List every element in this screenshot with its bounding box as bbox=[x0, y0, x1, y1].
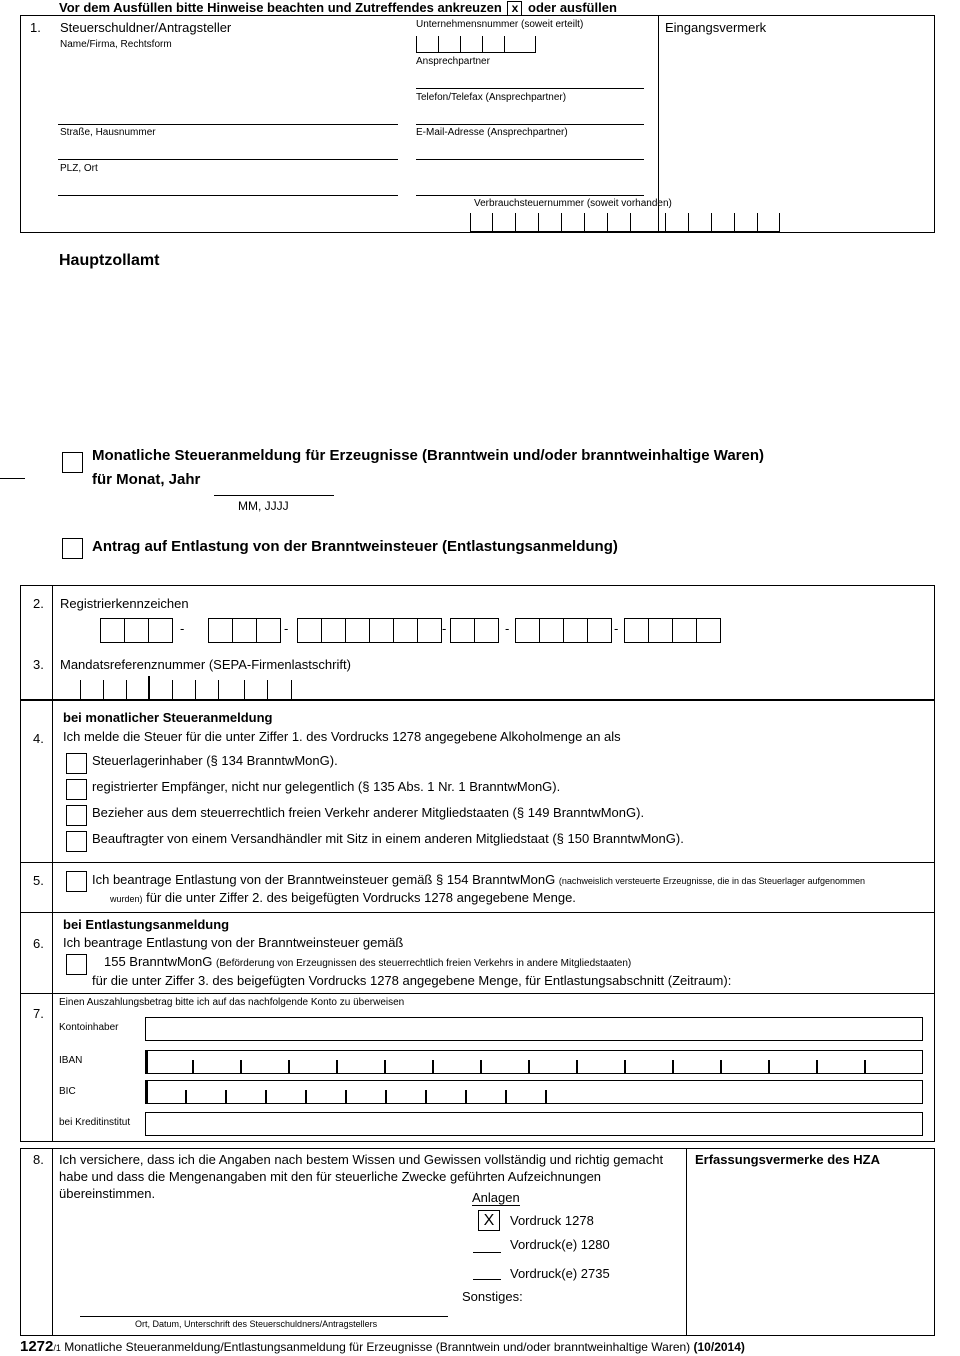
street-field[interactable] bbox=[58, 159, 398, 160]
relief-option-label: Antrag auf Entlastung von der Branntweinsteuer (Entlastungsanmeldung) bbox=[92, 538, 618, 555]
email-field[interactable] bbox=[416, 159, 644, 160]
section-4-text: Ich melde die Steuer für die unter Ziffer 1. des Vordrucks 1278 angegebene Alkoholmenge an als bbox=[63, 729, 621, 744]
phone-field[interactable] bbox=[416, 124, 644, 125]
authority-title: Hauptzollamt bbox=[59, 252, 160, 269]
name-field[interactable] bbox=[58, 124, 398, 125]
tax-warehouse-label: Steuerlagerinhaber (§ 134 BranntwMonG). bbox=[92, 753, 338, 768]
bank-field[interactable] bbox=[145, 1112, 923, 1136]
section-5-number: 5. bbox=[33, 873, 44, 888]
account-holder-label: Kontoinhaber bbox=[59, 1022, 119, 1033]
attachment-1280-count[interactable] bbox=[473, 1252, 501, 1253]
account-holder-field[interactable] bbox=[145, 1017, 923, 1041]
eu-recipient-checkbox[interactable] bbox=[66, 805, 87, 826]
section-5-text2: wurden) für die unter Ziffer 2. des beigefügten Vordrucks 1278 angegebene Menge. bbox=[110, 890, 576, 905]
attachment-1280-label: Vordruck(e) 1280 bbox=[510, 1237, 610, 1252]
section-8-number: 8. bbox=[33, 1152, 44, 1167]
section-6-text2: für die unter Ziffer 3. des beigefügten Vordrucks 1278 angegebene Menge, für Entlastungsabschnitt (Zeitraum): bbox=[92, 973, 732, 988]
distance-seller-agent-checkbox[interactable] bbox=[66, 831, 87, 852]
declaration-line-3: übereinstimmen. bbox=[59, 1186, 156, 1201]
company-number-field[interactable] bbox=[416, 36, 536, 53]
zip-city-field[interactable] bbox=[58, 195, 398, 196]
attachment-1278-label: Vordruck 1278 bbox=[510, 1213, 594, 1228]
section-6-heading: bei Entlastungsanmeldung bbox=[63, 917, 230, 932]
monthly-checkbox[interactable] bbox=[62, 452, 83, 473]
declaration-line-1: Ich versichere, dass ich die Angaben nach bestem Wissen und Gewissen vollständig und richtig gemacht bbox=[59, 1152, 664, 1167]
phone-label: Telefon/Telefax (Ansprechpartner) bbox=[416, 92, 567, 103]
declaration-line-2: habe und dass die Mengenangaben mit den für steuerliche Zwecke geführten Aufzeichnungen bbox=[59, 1169, 602, 1184]
office-notes-label: Erfassungsvermerke des HZA bbox=[695, 1152, 880, 1167]
section-3-number: 3. bbox=[33, 657, 44, 672]
section-1-number: 1. bbox=[30, 20, 41, 35]
distance-seller-agent-label: Beauftragter von einem Versandhändler mit Sitz in einem anderen Mitgliedstaat (§ 150 BranntwMonG). bbox=[92, 831, 684, 846]
section-5-text: Ich beantrage Entlastung von der Branntweinsteuer gemäß § 154 BranntwMonG (nachweislich versteuerte Erzeugnisse, die in das Steuerlager aufgenommen bbox=[92, 872, 866, 887]
registration-label: Registrierkennzeichen bbox=[60, 596, 189, 611]
attachment-1278-checkbox[interactable]: X bbox=[478, 1210, 500, 1231]
iban-label: IBAN bbox=[59, 1055, 83, 1066]
section-7-number: 7. bbox=[33, 1006, 44, 1021]
section-6-law: 155 BranntwMonG (Beförderung von Erzeugnissen des steuerrechtlich freien Verkehrs in andere Mitgliedstaaten) bbox=[104, 954, 632, 969]
iban-field[interactable] bbox=[145, 1050, 923, 1074]
month-year-field[interactable] bbox=[214, 495, 334, 496]
form-number: 1272 bbox=[20, 1338, 54, 1355]
company-number-label: Unternehmensnummer (soweit erteilt) bbox=[416, 19, 584, 30]
email-label: E-Mail-Adresse (Ansprechpartner) bbox=[416, 127, 568, 138]
section-4-number: 4. bbox=[33, 731, 44, 746]
eu-recipient-label: Bezieher aus dem steuerrechtlich freien Verkehr anderer Mitgliedstaaten (§ 149 BranntwMonG). bbox=[92, 805, 645, 820]
bic-label: BIC bbox=[59, 1086, 76, 1097]
attachment-2735-label: Vordruck(e) 2735 bbox=[510, 1266, 610, 1281]
attachments-label: Anlagen bbox=[472, 1190, 520, 1205]
contact-field[interactable] bbox=[416, 88, 644, 89]
bank-label: bei Kreditinstitut bbox=[59, 1117, 131, 1128]
registered-recipient-label: registrierter Empfänger, nicht nur gelegentlich (§ 135 Abs. 1 Nr. 1 BranntwMonG). bbox=[92, 779, 561, 794]
relief-154-checkbox[interactable] bbox=[66, 871, 87, 892]
section-2-number: 2. bbox=[33, 596, 44, 611]
month-format-hint: MM, JJJJ bbox=[238, 499, 289, 513]
name-label: Name/Firma, Rechtsform bbox=[60, 39, 172, 50]
relief-checkbox[interactable] bbox=[62, 538, 83, 559]
form-instruction: Vor dem Ausfüllen bitte Hinweise beachten und Zutreffendes ankreuzen x oder ausfüllen bbox=[59, 0, 617, 15]
excise-number-field[interactable] bbox=[470, 213, 780, 231]
excise-number-label: Verbrauchsteuernummer (soweit vorhanden) bbox=[474, 198, 672, 209]
contact-label: Ansprechpartner bbox=[416, 56, 490, 67]
mandate-label: Mandatsreferenznummer (SEPA-Firmenlastschrift) bbox=[60, 657, 351, 672]
zip-label: PLZ, Ort bbox=[60, 163, 98, 174]
form-footer: 1272/1 Monatliche Steueranmeldung/Entlastungsanmeldung für Erzeugnisse (Branntwein und/oder branntweinhaltige Waren) (10/2014) bbox=[20, 1338, 745, 1355]
month-year-label: für Monat, Jahr bbox=[92, 471, 201, 488]
relief-155-checkbox[interactable] bbox=[66, 954, 87, 975]
signature-label: Ort, Datum, Unterschrift des Steuerschuldners/Antragstellers bbox=[135, 1319, 378, 1329]
mark-example: x bbox=[507, 1, 522, 16]
section-4-heading: bei monatlicher Steueranmeldung bbox=[63, 710, 273, 725]
attachment-2735-count[interactable] bbox=[473, 1279, 501, 1280]
monthly-option-label: Monatliche Steueranmeldung für Erzeugnisse (Branntwein und/oder branntweinhaltige Waren) bbox=[92, 447, 765, 464]
signature-field[interactable] bbox=[80, 1316, 448, 1317]
other-attachments-label: Sonstiges: bbox=[462, 1289, 523, 1304]
section-6-number: 6. bbox=[33, 936, 44, 951]
section-7-text: Einen Auszahlungsbetrag bitte ich auf das nachfolgende Konto zu überweisen bbox=[59, 997, 405, 1008]
section-1-title: Steuerschuldner/Antragsteller bbox=[60, 20, 232, 35]
tax-warehouse-checkbox[interactable] bbox=[66, 753, 87, 774]
receipt-label: Eingangsvermerk bbox=[665, 20, 767, 35]
section-6-text: Ich beantrage Entlastung von der Branntweinsteuer gemäß bbox=[63, 935, 404, 950]
bic-field[interactable] bbox=[145, 1080, 923, 1104]
registered-recipient-checkbox[interactable] bbox=[66, 779, 87, 800]
street-label: Straße, Hausnummer bbox=[60, 127, 156, 138]
